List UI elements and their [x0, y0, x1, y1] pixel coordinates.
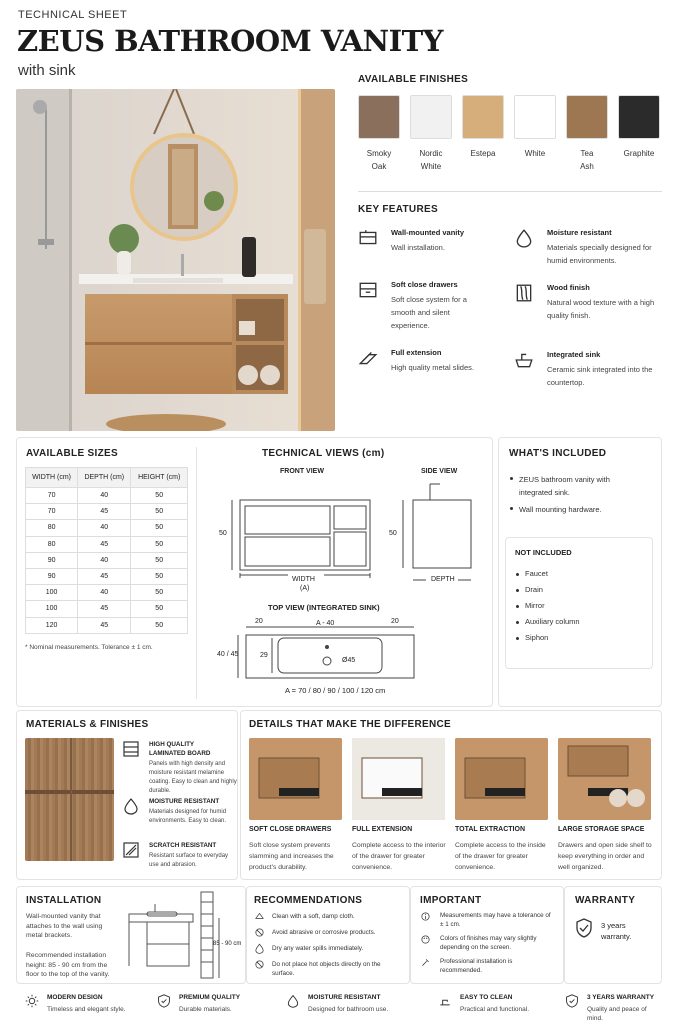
table-cell: 100 — [26, 585, 78, 601]
features-title: KEY FEATURES — [358, 204, 438, 215]
board-icon — [122, 740, 140, 758]
finish-swatch[interactable] — [566, 95, 608, 139]
drawer-icon — [358, 280, 378, 300]
table-cell: 40 — [78, 520, 131, 536]
footer-text: Durable materials. — [179, 1006, 232, 1013]
width-label: WIDTH — [292, 576, 315, 583]
material-text: Resistant surface to everyday use and abrasion. — [149, 853, 229, 868]
footer-text: Designed for bathroom use. — [308, 1006, 389, 1013]
page-title: ZEUS BATHROOM VANITY — [17, 24, 443, 58]
top-view-label: TOP VIEW (INTEGRATED SINK) — [268, 603, 380, 612]
important-item: Measurements may have a tolerance of ± 1 cm. — [440, 912, 551, 928]
feature-text: Wall installation. — [391, 243, 445, 252]
installation-dim: 85 - 90 cm — [213, 941, 242, 947]
ban-icon — [254, 959, 265, 970]
feature-title: Moisture resistant — [547, 228, 612, 237]
table-cell: 50 — [131, 601, 188, 617]
col-height: HEIGHT (cm) — [131, 468, 188, 488]
table-cell: 40 — [78, 552, 131, 568]
page-subtitle: with sink — [18, 62, 76, 79]
table-cell: 45 — [78, 617, 131, 633]
feature-title: Soft close drawers — [391, 280, 458, 289]
feature-title: Wood finish — [547, 283, 590, 292]
table-cell: 70 — [26, 488, 78, 504]
detail-photo — [249, 738, 342, 820]
ban-icon — [254, 927, 265, 938]
drop-icon — [122, 797, 140, 815]
finish-swatch[interactable] — [410, 95, 452, 139]
included-item: ZEUS bathroom vanity with integrated sink. — [519, 475, 610, 497]
detail-text: Complete access to the interior of the drawer for greater convenience. — [352, 842, 446, 871]
front-height-label: 50 — [219, 530, 227, 537]
table-cell: 120 — [26, 617, 78, 633]
table-cell: 80 — [26, 536, 78, 552]
finishes-title: AVAILABLE FINISHES — [358, 74, 469, 85]
included-title: WHAT'S INCLUDED — [509, 448, 607, 459]
front-view-label: FRONT VIEW — [280, 468, 324, 475]
cloth-icon — [254, 911, 265, 922]
faucet-icon — [438, 994, 452, 1008]
sizes-header-row — [26, 468, 188, 488]
finish-swatch[interactable] — [358, 95, 400, 139]
sizes-title: AVAILABLE SIZES — [26, 448, 118, 459]
finish-label: Estepa — [470, 149, 496, 158]
table-row — [26, 488, 188, 504]
included-item: Wall mounting hardware. — [519, 505, 602, 514]
slide-icon — [358, 348, 378, 368]
list-bullet — [516, 605, 519, 608]
recommendations-title: RECOMMENDATIONS — [254, 895, 363, 906]
important-item: Colors of finishes may vary slightly depending on the screen. — [440, 935, 537, 951]
footer-title: 3 YEARS WARRANTY — [587, 994, 655, 1001]
table-cell: 50 — [131, 504, 188, 520]
materials-title: MATERIALS & FINISHES — [26, 719, 149, 730]
table-cell: 45 — [78, 601, 131, 617]
tools-icon — [420, 957, 431, 968]
depth-label: DEPTH — [431, 576, 455, 583]
drop-icon — [254, 943, 265, 954]
sink-icon — [514, 350, 534, 370]
drop-icon — [514, 228, 534, 248]
list-bullet — [516, 589, 519, 592]
detail-photo — [558, 738, 651, 820]
detail-text: Drawers and open side shelf to keep everything in order and well organized. — [558, 842, 652, 871]
warranty-title: WARRANTY — [575, 895, 636, 906]
material-title: SCRATCH RESISTANT — [149, 842, 217, 849]
footer-text: Timeless and elegant style. — [47, 1006, 126, 1013]
table-cell: 45 — [78, 568, 131, 584]
dim-45: Ø45 — [342, 657, 356, 664]
scratch-icon — [122, 841, 140, 859]
installation-height: Recommended installation height: 85 - 90 cm from the floor to the top of the vanity. — [26, 952, 110, 978]
footer-title: MOISTURE RESISTANT — [308, 994, 381, 1001]
material-text: Materials designed for humid environments. Easy to clean. — [149, 809, 227, 824]
shield-check-icon — [575, 918, 593, 938]
tech-title: TECHNICAL VIEWS (cm) — [262, 448, 385, 459]
info-icon — [420, 911, 431, 922]
recommendation-item: Clean with a soft, damp cloth. — [272, 913, 355, 920]
installation-title: INSTALLATION — [26, 895, 102, 906]
side-view-label: SIDE VIEW — [421, 468, 458, 475]
drop-icon — [286, 994, 300, 1008]
vanity-icon — [358, 228, 378, 248]
side-height-label: 50 — [389, 530, 397, 537]
table-cell: 50 — [131, 520, 188, 536]
dim-29: 29 — [260, 652, 268, 659]
product-photo — [16, 89, 335, 431]
feature-text: High quality metal slides. — [391, 363, 474, 372]
detail-text: Soft close system prevents slamming and increases the product's durability. — [249, 842, 334, 871]
sun-icon — [25, 994, 39, 1008]
detail-title: FULL EXTENSION — [352, 826, 413, 833]
feature-text: Ceramic sink integrated into the countertop. — [547, 365, 653, 387]
recommendation-item: Avoid abrasive or corrosive products. — [272, 929, 376, 936]
important-title: IMPORTANT — [420, 895, 482, 906]
footer-text: Quality and peace of mind. — [587, 1006, 647, 1022]
detail-title: LARGE STORAGE SPACE — [558, 826, 645, 833]
finish-swatch[interactable] — [618, 95, 660, 139]
feature-title: Wall-mounted vanity — [391, 228, 465, 237]
table-row — [26, 585, 188, 601]
finish-swatch[interactable] — [462, 95, 504, 139]
feature-text: Materials specially designed for humid environments. — [547, 243, 652, 265]
recommendation-item: Dry any water spills immediately. — [272, 945, 364, 952]
footer-title: MODERN DESIGN — [47, 994, 103, 1001]
table-row — [26, 520, 188, 536]
dim-20-right: 20 — [391, 618, 399, 625]
list-bullet — [516, 637, 519, 640]
material-text: Panels with high density and moisture resistant melamine coating. Easy to clean and highly durable. — [149, 761, 237, 794]
material-title: MOISTURE RESISTANT — [149, 798, 220, 805]
col-width: WIDTH (cm) — [26, 468, 78, 488]
finish-label: Smoky Oak — [366, 149, 392, 171]
table-cell: 80 — [26, 520, 78, 536]
table-row — [26, 536, 188, 552]
finish-label: Tea Ash — [580, 149, 594, 171]
important-item: Professional installation is recommended. — [440, 958, 513, 974]
footer-text: Practical and functional. — [460, 1006, 530, 1013]
material-title: HIGH QUALITY LAMINATED BOARD — [149, 741, 211, 757]
sizes-table — [25, 467, 188, 634]
feature-text: Natural wood texture with a high quality finish. — [547, 298, 655, 320]
wood-icon — [514, 283, 534, 303]
table-row — [26, 568, 188, 584]
list-bullet — [510, 477, 513, 480]
tech-divider — [196, 447, 197, 699]
list-bullet — [516, 573, 519, 576]
not-included-item: Auxiliary column — [525, 617, 580, 626]
dim-a40: A - 40 — [316, 620, 335, 627]
dim-40-45: 40 / 45 — [217, 651, 239, 658]
table-cell: 40 — [78, 585, 131, 601]
details-title: DETAILS THAT MAKE THE DIFFERENCE — [249, 719, 452, 730]
table-cell: 50 — [131, 585, 188, 601]
list-bullet — [516, 621, 519, 624]
divider — [358, 191, 662, 192]
detail-title: TOTAL EXTRACTION — [455, 826, 525, 833]
detail-title: SOFT CLOSE DRAWERS — [249, 826, 332, 833]
finish-swatch[interactable] — [514, 95, 556, 139]
sizes-note: * Nominal measurements. Tolerance ± 1 cm. — [25, 644, 153, 651]
not-included-item: Faucet — [525, 569, 548, 578]
table-cell: 50 — [131, 536, 188, 552]
table-cell: 45 — [78, 504, 131, 520]
technical-drawing — [200, 478, 490, 700]
table-row — [26, 552, 188, 568]
not-included-item: Siphon — [525, 633, 549, 642]
feature-text: Soft close system for a smooth and silent experience. — [391, 295, 467, 330]
feature-title: Full extension — [391, 348, 442, 357]
detail-text: Complete access to the inside of the drawer for greater convenience. — [455, 842, 546, 871]
table-cell: 40 — [78, 488, 131, 504]
table-cell: 45 — [78, 536, 131, 552]
table-cell: 50 — [131, 488, 188, 504]
finish-label: Graphite — [623, 149, 655, 158]
installation-drawing — [125, 890, 243, 980]
table-cell: 70 — [26, 504, 78, 520]
recommendation-item: Do not place hot objects directly on the surface. — [272, 961, 381, 977]
detail-photo — [352, 738, 445, 820]
table-cell: 90 — [26, 568, 78, 584]
table-cell: 50 — [131, 568, 188, 584]
footer-title: EASY TO CLEAN — [460, 994, 513, 1001]
finish-label: White — [524, 149, 546, 158]
installation-text: Wall-mounted vanity that attaches to the wall using metal brackets. — [26, 913, 103, 939]
table-cell: 50 — [131, 617, 188, 633]
feature-title: Integrated sink — [547, 350, 601, 359]
table-row — [26, 601, 188, 617]
table-row — [26, 617, 188, 633]
finish-label: Nordic White — [419, 149, 443, 171]
col-depth: DEPTH (cm) — [78, 468, 131, 488]
width-formula: A = 70 / 80 / 90 / 100 / 120 cm — [285, 686, 386, 695]
material-swatch — [25, 738, 114, 861]
not-included-item: Mirror — [525, 601, 545, 610]
not-included-item: Drain — [525, 585, 543, 594]
table-cell: 100 — [26, 601, 78, 617]
table-cell: 90 — [26, 552, 78, 568]
not-included-title: NOT INCLUDED — [515, 548, 572, 557]
detail-photo — [455, 738, 548, 820]
dim-20-left: 20 — [255, 618, 263, 625]
table-cell: 50 — [131, 552, 188, 568]
warranty-text: 3 years warranty. — [601, 921, 632, 941]
palette-icon — [420, 934, 431, 945]
list-bullet — [510, 507, 513, 510]
shield-icon — [157, 994, 171, 1008]
width-a-label: (A) — [300, 585, 310, 592]
table-row — [26, 504, 188, 520]
footer-title: PREMIUM QUALITY — [179, 994, 241, 1001]
shield-icon — [565, 994, 579, 1008]
kicker: TECHNICAL SHEET — [18, 9, 128, 21]
